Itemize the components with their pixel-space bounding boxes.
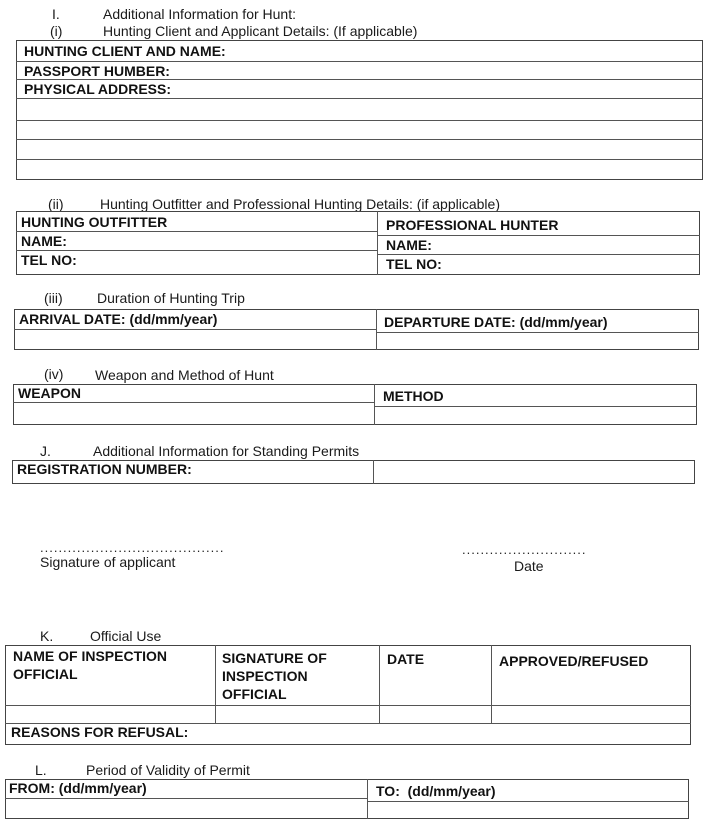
column-divider: [367, 779, 368, 819]
section-ii-title: Hunting Outfitter and Professional Hunting Details: (if applicable): [100, 196, 500, 212]
official-date-label: DATE: [387, 651, 425, 667]
row-divider: [5, 705, 691, 706]
weapon-method-table: [13, 384, 697, 425]
physical-address-label: PHYSICAL ADDRESS:: [24, 81, 172, 97]
passport-number-label: PASSPORT HUMBER:: [24, 63, 170, 79]
hunter-name-label: NAME:: [386, 237, 432, 253]
approved-refused-label: APPROVED/REFUSED: [499, 653, 649, 669]
column-divider: [215, 645, 216, 723]
section-iv-title: Weapon and Method of Hunt: [95, 367, 274, 383]
column-divider: [491, 645, 492, 723]
date-signature-line: ...........................: [462, 542, 587, 557]
registration-number-label: REGISTRATION NUMBER:: [17, 461, 192, 477]
row-divider: [13, 402, 374, 403]
section-k-number: K.: [40, 628, 54, 644]
column-divider: [374, 384, 375, 425]
inspection-signature-label: SIGNATURE OF: [222, 650, 327, 666]
row-divider: [16, 120, 703, 121]
row-divider: [376, 332, 699, 333]
row-divider: [16, 159, 703, 160]
column-divider: [379, 645, 380, 723]
applicant-signature-label: Signature of applicant: [40, 554, 176, 570]
arrival-date-label: ARRIVAL DATE: (dd/mm/year): [19, 311, 218, 327]
section-ii-number: (ii): [48, 196, 64, 212]
section-iv-number: (iv): [44, 366, 64, 382]
method-label: METHOD: [383, 388, 444, 404]
professional-hunter-label: PROFESSIONAL HUNTER: [386, 217, 559, 233]
row-divider: [374, 406, 697, 407]
hunting-client-name-label: HUNTING CLIENT AND NAME:: [24, 43, 226, 59]
section-l-title: Period of Validity of Permit: [86, 762, 250, 778]
section-j-number: J.: [40, 443, 51, 459]
section-l-number: L.: [35, 762, 47, 778]
inspection-official-name-label: NAME OF INSPECTION: [13, 648, 168, 664]
row-divider: [5, 798, 367, 799]
row-divider: [16, 98, 703, 99]
column-divider: [377, 211, 378, 275]
departure-date-label: DEPARTURE DATE: (dd/mm/year): [384, 314, 608, 330]
validity-from-label: FROM: (dd/mm/year): [9, 780, 147, 796]
section-iii-number: (iii): [44, 290, 63, 306]
row-divider: [16, 139, 703, 140]
row-divider: [16, 231, 377, 232]
inspection-signature-label-line2: INSPECTION: [222, 668, 308, 684]
hunter-tel-label: TEL NO:: [386, 256, 442, 272]
inspection-official-name-label-line2: OFFICIAL: [13, 666, 78, 682]
section-i-sub-title: Hunting Client and Applicant Details: (If applicable): [103, 23, 418, 39]
hunting-outfitter-label: HUNTING OUTFITTER: [21, 214, 168, 230]
column-divider: [373, 460, 374, 484]
reasons-for-refusal-label: REASONS FOR REFUSAL:: [11, 724, 189, 740]
outfitter-name-label: NAME:: [21, 233, 67, 249]
section-k-title: Official Use: [90, 628, 162, 644]
validity-to-label: TO: (dd/mm/year): [376, 783, 496, 799]
section-j-title: Additional Information for Standing Permits: [93, 443, 360, 459]
inspection-signature-label-line3: OFFICIAL: [222, 686, 287, 702]
section-iii-title: Duration of Hunting Trip: [97, 290, 245, 306]
outfitter-tel-label: TEL NO:: [21, 252, 77, 268]
date-signature-label: Date: [514, 558, 544, 574]
weapon-label: WEAPON: [18, 385, 81, 401]
section-i-number: I.: [52, 6, 60, 22]
applicant-signature-line: ........................................: [40, 540, 225, 555]
section-i-title: Additional Information for Hunt:: [103, 6, 296, 22]
section-i-sub-number: (i): [50, 23, 63, 39]
column-divider: [376, 309, 377, 350]
row-divider: [367, 801, 689, 802]
row-divider: [14, 329, 376, 330]
